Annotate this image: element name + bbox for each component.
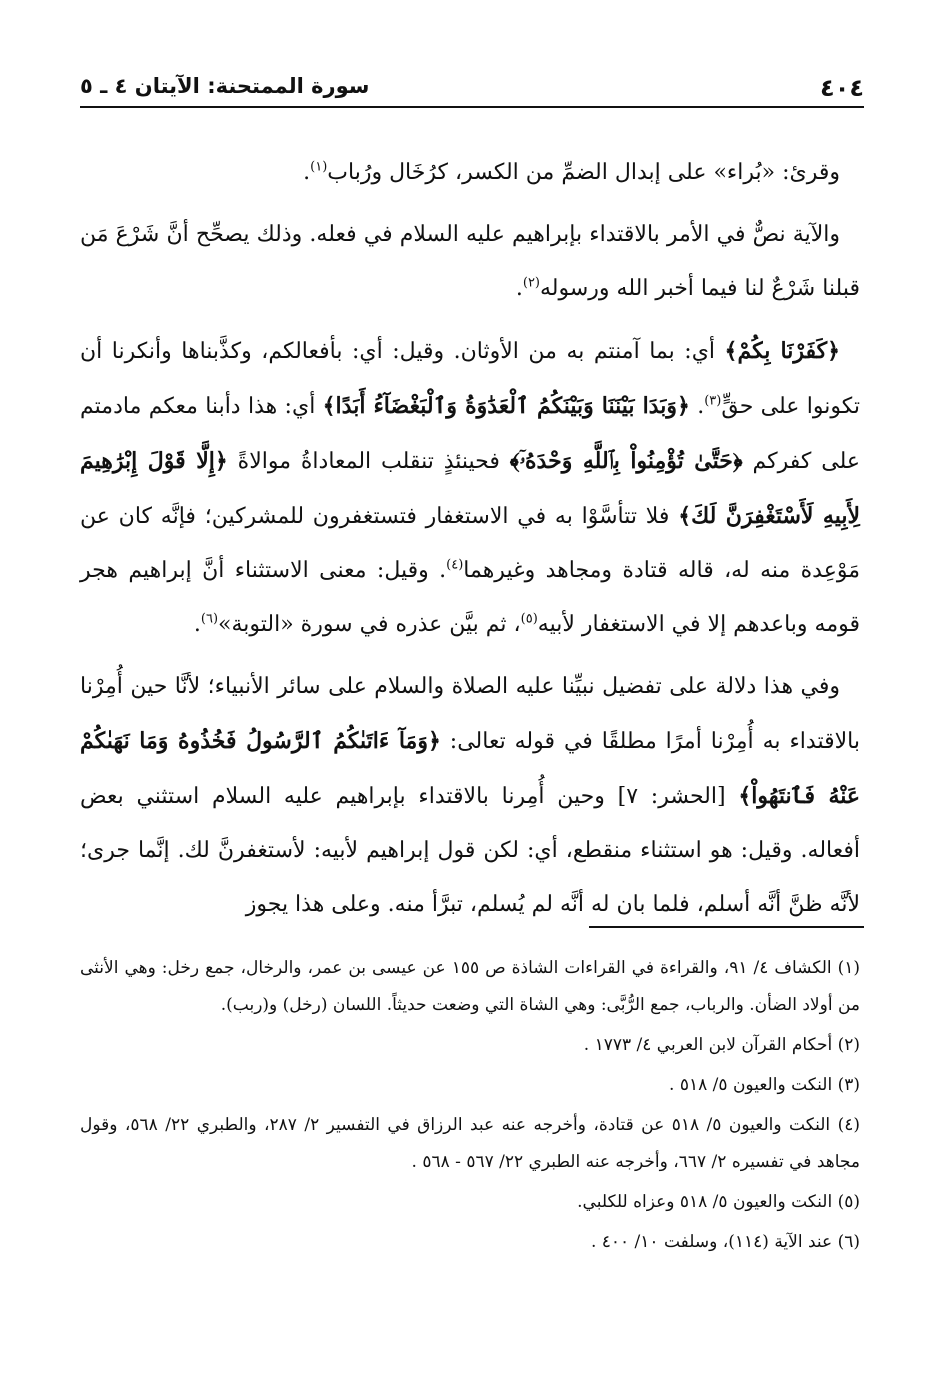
footnotes (80, 950, 860, 1264)
text-run: والآية نصٌّ في الأمر بالاقتداء بإبراهيم عليه السلام في فعله. وذلك يصحِّح أنَّ شَرْعَ مَن قبلنا شَرْعٌ لنا فيما أخبر الله ورسوله (80, 222, 860, 301)
text-run: . (515, 276, 523, 301)
footnote-4: (٤) النكت والعيون ٥/ ٥١٨ عن قتادة، وأخرجه عنه عبد الرزاق في التفسير ٢/ ٢٨٧، والطبري ٢٢/ ٥٦٨، وقول مجاهد في تفسيره ٢/ ٦٦٧، وأخرجه عنه الطبري ٢٢/ ٥٦٧ - ٥٦٨ . (80, 1115, 860, 1172)
text-run: وفي هذا دلالة على تفضيل نبيِّنا عليه الصلاة والسلام على سائر الأنبياء؛ لأنَّا حين أُمِرْنا بالاقتداء به أُمِرْنا أمرًا مطلقًا في قوله تعالى: (80, 674, 860, 754)
quran-quote: ﴿وَبَدَا بَيْنَنَا وَبَيْنَكُمُ ٱلْعَدَٰوَةُ وَٱلْبَغْضَآءُ أَبَدًا﴾ (322, 393, 690, 419)
text-run: وقرئ: «بُراء» على إبدال الضمِّ من الكسر، كرُخَال ورُباب (327, 160, 840, 185)
footnote-3: (٣) النكت والعيون ٥/ ٥١٨ . (669, 1075, 860, 1095)
footnote-1: (١) الكشاف ٤/ ٩١، والقراءة في القراءات الشاذة ص ١٥٥ عن عيسى بن عمر، والرخال، جمع رخل: وهي الأنثى من أولاد الضأن. والرباب، جمع الرُّبَّى: وهي الشاة التي وضعت حديثاً. اللسان (رخل) و(ربب). (80, 958, 861, 1015)
text-run: . (303, 160, 311, 185)
quran-quote: ﴿كَفَرْنَا بِكُمْ﴾ (724, 338, 840, 364)
quran-quote: ﴿وَمَآ ءَاتَىٰكُمُ ٱلرَّسُولُ فَخُذُوهُ وَمَا نَهَىٰكُمْ عَنْهُ فَٱنتَهُواْ﴾ (80, 728, 861, 809)
footnote-ref: (٥) (520, 611, 538, 627)
text-run: ، ثم بيَّن عذره في سورة «التوبة» (218, 612, 521, 637)
footnote-6: (٦) عند الآية (١١٤)، وسلفت ١٠/ ٤٠٠ . (590, 1232, 860, 1252)
footnote-separator (589, 926, 864, 928)
text-run: [الحشر: ٧] وحين أُمِرنا بالاقتداء بإبراهيم عليه السلام استثني بعض أفعاله. وقيل: هو استثناء منقطع، أي: لكن قول إبراهيم لأبيه: لأستغفرنَّ لك. إنَّما جرى؛ لأنَّه ظنَّ أنَّه أسلم، فلما بان له أنَّه لم يُسلم، تبرَّأ منه. وعلى هذا يجوز (80, 784, 860, 917)
text-run: . وقيل: معنى الاستثناء أنَّ إبراهيم هجر قومه وباعدهم إلا في الاستغفار لأبيه (80, 558, 860, 637)
paragraph-4 (80, 660, 860, 932)
text-run: فلا تتأسَّوْا به في الاستغفار فتستغفرون للمشركين؛ فإنَّه كان عن مَوْعِدة منه له، قاله قتادة ومجاهد وغيرهما (80, 504, 861, 583)
footnote-ref: (٦) (200, 611, 219, 627)
footnote-ref: (٣) (704, 393, 722, 409)
body-text (80, 146, 860, 940)
running-title: سورة الممتحنة: الآيتان ٤ ـ ٥ (80, 74, 370, 98)
paragraph-2 (80, 208, 860, 316)
paragraph-1 (80, 146, 860, 200)
footnote-ref: (٢) (522, 275, 540, 291)
footnote-ref: (٤) (446, 557, 464, 573)
footnote-ref: (١) (310, 159, 328, 175)
text-run: فحينئذٍ تنقلب المعاداةُ موالاةً (227, 449, 510, 474)
text-run: أي: هذا دأبنا معكم مادمتم على كفركم (80, 394, 860, 474)
quran-quote: ﴿إِلَّا قَوْلَ إِبْرَٰهِيمَ لِأَبِيهِ لَأَسْتَغْفِرَنَّ لَكَ﴾ (80, 448, 860, 529)
footnote-5: (٥) النكت والعيون ٥/ ٥١٨ وعزاه للكلبي. (577, 1192, 860, 1212)
text-run: . (689, 394, 705, 419)
text-run: أي: بما آمنتم به من الأوثان. وقيل: أي: بأفعالكم، وكذَّبناها وأنكرنا أن تكونوا على حقٍّ (80, 339, 860, 419)
page-header (80, 70, 864, 108)
quran-quote: ﴿حَتَّىٰ تُؤْمِنُواْ بِٱللَّهِ وَحْدَهُۥٓ﴾ (509, 448, 743, 474)
footnote-2: (٢) أحكام القرآن لابن العربي ٤/ ١٧٧٣ . (583, 1035, 860, 1055)
paragraph-3 (80, 324, 860, 652)
text-run: . (193, 612, 201, 637)
page-number: ٤٠٤ (820, 74, 864, 102)
